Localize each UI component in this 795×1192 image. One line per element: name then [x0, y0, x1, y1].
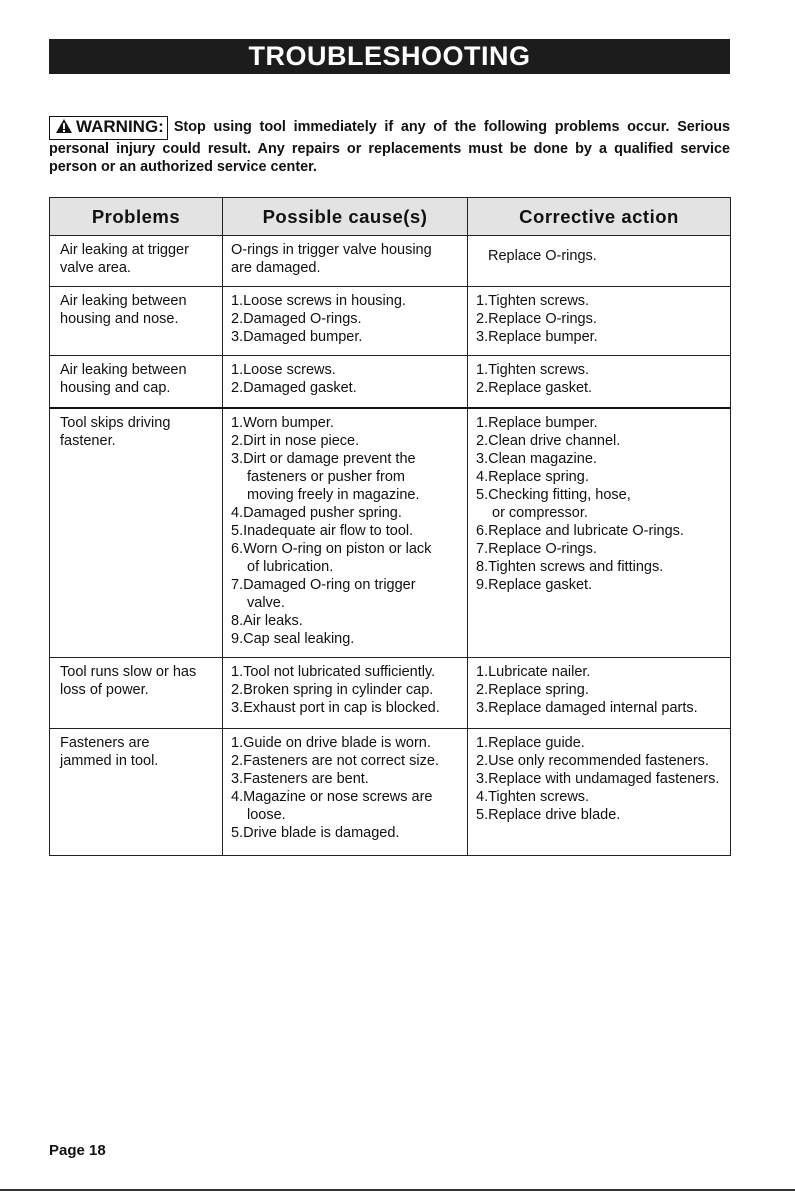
problem-text: jammed in tool. — [60, 752, 159, 769]
action-cell — [468, 236, 731, 287]
action-cell — [468, 728, 731, 855]
action-text: 2.Replace gasket. — [476, 380, 593, 396]
action-text: 9.Replace gasket. — [476, 576, 593, 593]
cause-text: 2.Damaged O-rings. — [231, 311, 362, 327]
action-text: 1.Lubricate nailer. — [476, 663, 591, 680]
cause-text: 3.Fasteners are bent. — [231, 770, 369, 787]
action-text: 7.Replace O-rings. — [476, 540, 597, 557]
cause-text: valve. — [247, 594, 285, 611]
cause-text: loose. — [247, 806, 286, 823]
cause-text: 5.Inadequate air flow to tool. — [231, 522, 414, 539]
action-text: 3.Replace bumper. — [476, 329, 598, 345]
warning-text: Stop using tool immediately if any of the following problems occur. Serious personal injury could result. Any repairs or replacements must be done by a qualified service person or an authorized service center. — [49, 119, 730, 175]
header-problems: Problems — [50, 198, 223, 236]
table-row — [50, 287, 731, 356]
action-text: 1.Replace bumper. — [476, 414, 598, 431]
problem-text: Tool runs slow or has — [60, 663, 197, 680]
page-title: TROUBLESHOOTING — [49, 39, 730, 74]
action-text: 4.Replace spring. — [476, 468, 589, 485]
troubleshooting-table — [49, 197, 731, 856]
problem-cell — [50, 356, 223, 408]
cause-text: 6.Worn O-ring on piston or lack — [231, 540, 432, 557]
problem-text: Air leaking at trigger — [60, 242, 189, 258]
cause-text: O-rings in trigger valve housing — [231, 242, 432, 258]
cause-text: 1.Tool not lubricated sufficiently. — [231, 663, 436, 680]
action-cell — [468, 408, 731, 658]
problem-cell — [50, 236, 223, 287]
warning-notice — [49, 116, 730, 176]
page-number: Page 18 — [49, 1142, 106, 1159]
cause-text: 1.Loose screws in housing. — [231, 293, 406, 309]
cause-text: 9.Cap seal leaking. — [231, 630, 355, 647]
problem-cell — [50, 287, 223, 356]
table-row — [50, 728, 731, 855]
problem-text: Air leaking between — [60, 293, 187, 309]
action-text: Replace O-rings. — [488, 248, 597, 264]
cause-text: 1.Guide on drive blade is worn. — [231, 734, 431, 751]
action-text: 2.Replace spring. — [476, 681, 589, 698]
cause-text: 3.Dirt or damage prevent the — [231, 450, 416, 467]
header-possible-causes: Possible cause(s) — [223, 198, 468, 236]
header-corrective-action: Corrective action — [468, 198, 731, 236]
action-text: 3.Clean magazine. — [476, 450, 597, 467]
cause-text: 8.Air leaks. — [231, 612, 303, 629]
cause-cell — [223, 657, 468, 728]
action-text: 2.Replace O-rings. — [476, 311, 597, 327]
action-text: 3.Replace damaged internal parts. — [476, 699, 698, 716]
action-text: 3.Replace with undamaged fasteners. — [476, 770, 720, 787]
cause-text: 4.Magazine or nose screws are — [231, 788, 433, 805]
action-text: or compressor. — [492, 504, 588, 521]
action-text: 5.Replace drive blade. — [476, 806, 621, 823]
problem-text: housing and cap. — [60, 380, 171, 396]
action-text: 1.Tighten screws. — [476, 293, 590, 309]
cause-text: 2.Fasteners are not correct size. — [231, 752, 439, 769]
action-text: 6.Replace and lubricate O-rings. — [476, 522, 684, 539]
cause-cell — [223, 408, 468, 658]
action-cell — [468, 287, 731, 356]
cause-text: 3.Exhaust port in cap is blocked. — [231, 699, 440, 716]
table-row — [50, 408, 731, 658]
problem-text: fastener. — [60, 432, 116, 449]
table-row — [50, 356, 731, 408]
problem-text: valve area. — [60, 260, 131, 276]
problem-text: Tool skips driving — [60, 414, 171, 431]
cause-cell — [223, 287, 468, 356]
action-text: 1.Replace guide. — [476, 734, 585, 751]
cause-cell — [223, 356, 468, 408]
action-text: 2.Clean drive channel. — [476, 432, 621, 449]
cause-text: 2.Dirt in nose piece. — [231, 432, 360, 449]
cause-text: of lubrication. — [247, 558, 334, 575]
cause-text: 2.Broken spring in cylinder cap. — [231, 681, 434, 698]
table-row — [50, 236, 731, 287]
cause-text: 4.Damaged pusher spring. — [231, 504, 402, 521]
problem-text: loss of power. — [60, 681, 149, 698]
problem-text: Fasteners are — [60, 734, 150, 751]
cause-text: are damaged. — [231, 260, 321, 276]
action-text: 5.Checking fitting, hose, — [476, 486, 631, 503]
problem-text: housing and nose. — [60, 311, 179, 327]
cause-text: moving freely in magazine. — [247, 486, 420, 503]
bottom-divider — [0, 1189, 795, 1191]
cause-text: 5.Drive blade is damaged. — [231, 824, 400, 841]
cause-text: 1.Loose screws. — [231, 362, 336, 378]
cause-text: 2.Damaged gasket. — [231, 380, 357, 396]
cause-cell — [223, 236, 468, 287]
cause-text: 1.Worn bumper. — [231, 414, 334, 431]
cause-text: fasteners or pusher from — [247, 468, 405, 485]
action-cell — [468, 356, 731, 408]
action-text: 4.Tighten screws. — [476, 788, 590, 805]
problem-cell — [50, 728, 223, 855]
cause-cell — [223, 728, 468, 855]
cause-text: 7.Damaged O-ring on trigger — [231, 576, 416, 593]
cause-text: 3.Damaged bumper. — [231, 329, 363, 345]
action-text: 1.Tighten screws. — [476, 362, 590, 378]
table-row — [50, 657, 731, 728]
action-text: 8.Tighten screws and fittings. — [476, 558, 664, 575]
action-text: 2.Use only recommended fasteners. — [476, 752, 709, 769]
warning-badge — [49, 116, 168, 140]
warning-label: WARNING: — [76, 117, 164, 136]
problem-text: Air leaking between — [60, 362, 187, 378]
problem-cell — [50, 657, 223, 728]
action-cell — [468, 657, 731, 728]
warning-triangle-icon — [55, 118, 73, 139]
problem-cell — [50, 408, 223, 658]
